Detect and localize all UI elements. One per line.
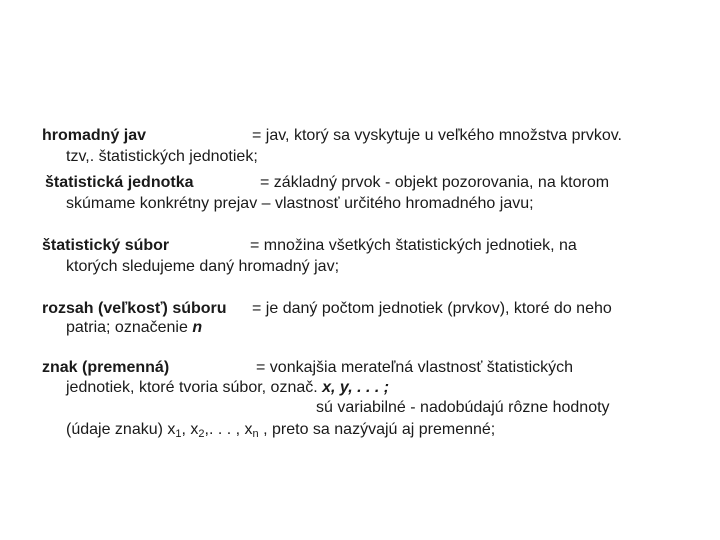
definition-rozsah-suboru-line1: = je daný počtom jednotiek (prvkov), ktoré do neho: [252, 300, 612, 317]
definition-hromadny-jav-line1: = jav, ktorý sa vyskytuje u veľkého množstva prvkov.: [252, 127, 622, 144]
definition-znak-line2: [66, 378, 389, 398]
definition-hromadny-jav-line2: tzv,. štatistických jednotiek;: [66, 148, 258, 165]
term-rozsah-suboru: rozsah (veľkosť) súboru: [42, 300, 227, 317]
definition-statisticky-subor-line2: ktorých sledujeme daný hromadný jav;: [66, 258, 340, 275]
definition-znak-line2-text: jednotiek, ktoré tvoria súbor, označ.: [66, 379, 323, 396]
definition-znak-line4: [66, 420, 495, 440]
line4-part-d: , preto sa nazývajú aj premenné;: [258, 421, 496, 438]
subscript-1: 1: [175, 428, 182, 440]
symbol-n: n: [192, 319, 203, 336]
line4-part-b: , x: [181, 421, 199, 438]
definition-statisticka-jednotka-line2: skúmame konkrétny prejav – vlastnosť určitého hromadného javu;: [66, 195, 534, 212]
definition-statisticky-subor-line1: = množina všetkých štatistických jednotiek, na: [250, 237, 577, 254]
term-statisticka-jednotka: štatistická jednotka: [45, 174, 194, 191]
definition-rozsah-suboru-line2-text: patria; označenie: [66, 319, 193, 336]
definition-rozsah-suboru-line2: [66, 318, 202, 338]
term-znak-premenna: znak (premenná): [42, 359, 170, 376]
definition-statisticka-jednotka-line1: = základný prvok - objekt pozorovania, na ktorom: [260, 174, 610, 191]
line4-part-c: ,. . . , x: [204, 421, 253, 438]
definition-znak-line1: = vonkajšia merateľná vlastnosť štatistických: [256, 359, 574, 376]
line4-part-a: (údaje znaku) x: [66, 421, 176, 438]
symbols-x-y: x, y, . . . ;: [322, 379, 390, 396]
definition-znak-line3: sú variabilné - nadobúdajú rôzne hodnoty: [316, 399, 610, 416]
subscript-n: n: [252, 428, 259, 440]
term-hromadny-jav: hromadný jav: [42, 127, 147, 144]
term-statisticky-subor: štatistický súbor: [42, 237, 170, 254]
subscript-2: 2: [198, 428, 205, 440]
